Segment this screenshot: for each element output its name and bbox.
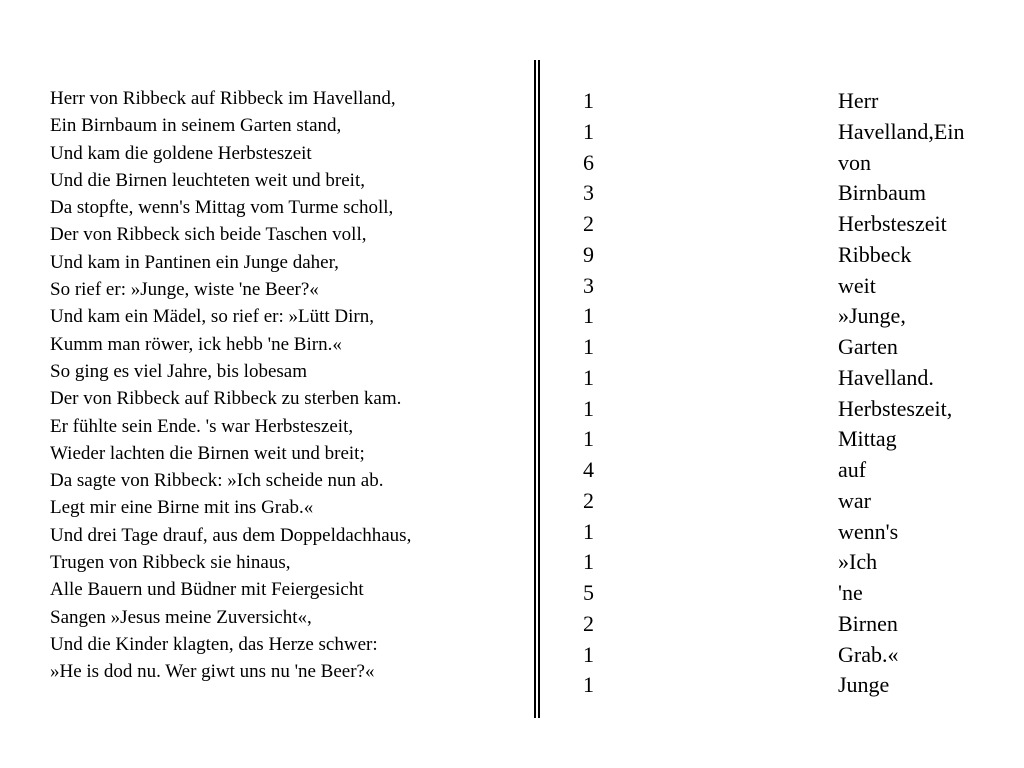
poem-line: Wieder lachten die Birnen weit und breit;: [50, 442, 365, 464]
poem-line: Und kam die goldene Herbsteszeit: [50, 142, 312, 164]
word-entry: »Junge,: [838, 303, 906, 329]
word-entry: Ribbeck: [838, 241, 912, 267]
word-entry: wenn's: [838, 518, 899, 544]
word-entry: Grab.«: [838, 641, 899, 667]
poem-line: Sangen »Jesus meine Zuversicht«,: [50, 606, 312, 628]
column-divider: [534, 60, 540, 718]
word-count: 2: [583, 487, 594, 513]
word-list-column: [838, 86, 1018, 701]
word-count: 1: [583, 518, 594, 544]
poem-line: Und die Kinder klagten, das Herze schwer:: [50, 633, 378, 655]
poem-line: Ein Birnbaum in seinem Garten stand,: [50, 115, 342, 137]
word-count: 1: [583, 395, 594, 421]
word-count: 1: [583, 303, 594, 329]
poem-line: Der von Ribbeck auf Ribbeck zu sterben kam.: [50, 388, 402, 410]
poem-line: Legt mir eine Birne mit ins Grab.«: [50, 497, 314, 519]
word-entry: Havelland,Ein: [838, 118, 965, 144]
poem-line: Da stopfte, wenn's Mittag vom Turme scholl,: [50, 197, 394, 219]
word-entry: Birnen: [838, 610, 898, 636]
poem-line: Alle Bauern und Büdner mit Feiergesicht: [50, 579, 364, 601]
poem-line: So ging es viel Jahre, bis lobesam: [50, 360, 307, 382]
word-entry: Havelland.: [838, 364, 934, 390]
word-count: 2: [583, 610, 594, 636]
word-count: 4: [583, 457, 594, 482]
poem-line: Herr von Ribbeck auf Ribbeck im Havelland,: [50, 88, 396, 109]
poem-line: Trugen von Ribbeck sie hinaus,: [50, 552, 291, 574]
poem-line: Und kam in Pantinen ein Junge daher,: [50, 251, 339, 273]
poem-line: Und kam ein Mädel, so rief er: »Lütt Dirn,: [50, 306, 374, 328]
word-entry: Birnbaum: [838, 180, 926, 206]
word-entry: 'ne: [838, 580, 863, 605]
word-count: 9: [583, 241, 594, 267]
word-entry: weit: [838, 272, 876, 298]
word-entry: Garten: [838, 334, 898, 359]
word-entry: von: [838, 149, 871, 175]
word-count: 1: [583, 549, 594, 575]
poem-text: [50, 85, 520, 686]
poem-line: Kumm man röwer, ick hebb 'ne Birn.«: [50, 333, 342, 355]
word-entry: »Ich: [838, 549, 878, 575]
word-count: 1: [583, 426, 594, 452]
word-count: 3: [583, 180, 594, 206]
poem-line: Und drei Tage drauf, aus dem Doppeldachhaus,: [50, 524, 412, 546]
word-entry: Junge: [838, 672, 890, 698]
poem-line: Da sagte von Ribbeck: »Ich scheide nun ab.: [50, 470, 384, 492]
word-count: 1: [583, 334, 594, 359]
poem-line: Er fühlte sein Ende. 's war Herbsteszeit,: [50, 415, 354, 437]
word-count: 6: [583, 149, 594, 175]
word-entry: Mittag: [838, 426, 897, 452]
word-entry: auf: [838, 457, 867, 482]
word-count: 5: [583, 580, 594, 605]
poem-line: »He is dod nu. Wer giwt uns nu 'ne Beer?«: [50, 661, 375, 683]
word-count: 3: [583, 272, 594, 298]
word-entry: war: [838, 487, 871, 513]
word-entry: Herr: [838, 88, 879, 113]
word-count-column: [583, 86, 623, 701]
word-count: 1: [583, 641, 594, 667]
word-entry: Herbsteszeit,: [838, 395, 953, 421]
word-count: 1: [583, 118, 594, 144]
word-count: 1: [583, 672, 594, 698]
poem-line: Der von Ribbeck sich beide Taschen voll,: [50, 224, 367, 246]
word-count: 1: [583, 88, 594, 113]
word-count: 2: [583, 211, 594, 236]
poem-line: Und die Birnen leuchteten weit und breit,: [50, 169, 365, 191]
word-count: 1: [583, 364, 594, 390]
word-entry: Herbsteszeit: [838, 211, 947, 236]
poem-line: So rief er: »Junge, wiste 'ne Beer?«: [50, 279, 319, 301]
